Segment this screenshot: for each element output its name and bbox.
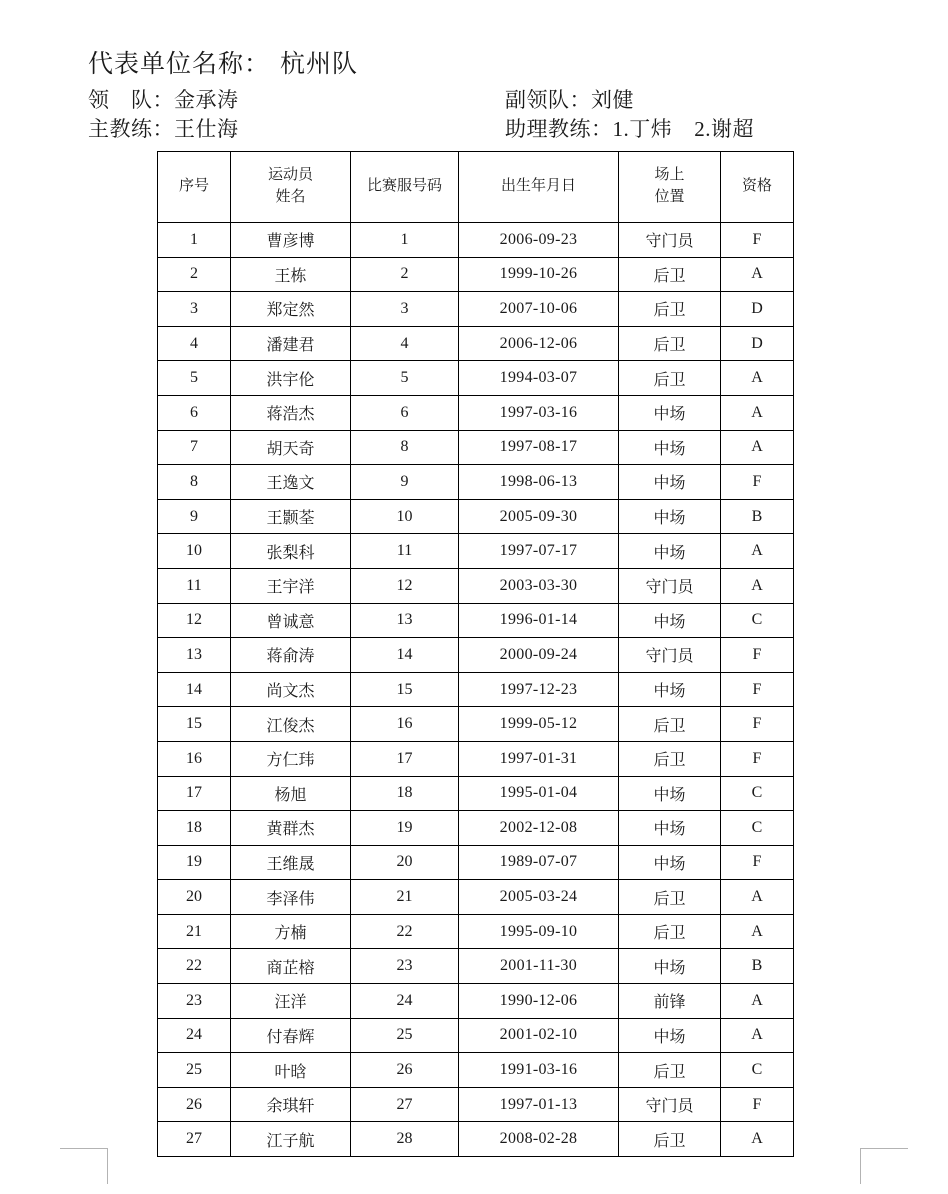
cell-shirt-number: 12 (351, 568, 459, 603)
cell-birthdate: 1997-08-17 (459, 430, 619, 465)
cell-qualification: C (721, 1053, 794, 1088)
cell-birthdate: 1997-12-23 (459, 672, 619, 707)
cell-shirt-number: 4 (351, 326, 459, 361)
table-row (158, 257, 794, 292)
table-row (158, 741, 794, 776)
column-header-shirt-number (351, 152, 459, 223)
cell-qualification: F (721, 465, 794, 500)
table-row (158, 880, 794, 915)
unit-name-line (88, 44, 358, 80)
cell-position: 后卫 (619, 257, 721, 292)
cell-athlete-name: 曹彦博 (231, 223, 351, 258)
cell-athlete-name: 王逸文 (231, 465, 351, 500)
cell-sequence: 19 (158, 845, 231, 880)
team-leader-label: 领 队： (88, 88, 174, 112)
cell-athlete-name: 余琪轩 (231, 1087, 351, 1122)
cell-qualification: A (721, 395, 794, 430)
cell-birthdate: 1994-03-07 (459, 361, 619, 396)
assistant-coach-value-2: 2.谢超 (694, 117, 754, 141)
cell-shirt-number: 26 (351, 1053, 459, 1088)
cell-shirt-number: 15 (351, 672, 459, 707)
cell-shirt-number: 25 (351, 1018, 459, 1053)
column-header-position-line-2: 位置 (654, 189, 685, 205)
table-row (158, 1018, 794, 1053)
cell-birthdate: 1991-03-16 (459, 1053, 619, 1088)
cell-sequence: 13 (158, 638, 231, 673)
cell-sequence: 18 (158, 811, 231, 846)
cell-sequence: 20 (158, 880, 231, 915)
cell-sequence: 1 (158, 223, 231, 258)
cell-position: 后卫 (619, 741, 721, 776)
cell-birthdate: 1997-07-17 (459, 534, 619, 569)
cell-athlete-name: 郑定然 (231, 292, 351, 327)
column-header-position (619, 152, 721, 223)
cell-sequence: 10 (158, 534, 231, 569)
cell-sequence: 24 (158, 1018, 231, 1053)
cell-athlete-name: 尚文杰 (231, 672, 351, 707)
cell-qualification: F (721, 638, 794, 673)
deputy-leader-label: 副领队： (505, 88, 591, 112)
cell-position: 中场 (619, 465, 721, 500)
cell-sequence: 26 (158, 1087, 231, 1122)
table-header (158, 152, 794, 223)
cell-birthdate: 2001-11-30 (459, 949, 619, 984)
cell-qualification: F (721, 672, 794, 707)
column-header-shirt-number-line-1: 比赛服号码 (366, 178, 442, 195)
cell-sequence: 9 (158, 499, 231, 534)
head-coach-value: 王仕海 (174, 117, 239, 141)
cell-shirt-number: 3 (351, 292, 459, 327)
head-coach-label: 主教练： (88, 117, 174, 141)
table-row (158, 430, 794, 465)
cell-sequence: 25 (158, 1053, 231, 1088)
column-header-birthdate (459, 152, 619, 223)
column-header-birthdate-line-1: 出生年月日 (500, 178, 576, 195)
cell-birthdate: 2006-09-23 (459, 223, 619, 258)
cell-qualification: A (721, 568, 794, 603)
cell-position: 后卫 (619, 707, 721, 742)
cell-position: 后卫 (619, 361, 721, 396)
cell-athlete-name: 胡天奇 (231, 430, 351, 465)
cell-shirt-number: 19 (351, 811, 459, 846)
cell-birthdate: 2005-09-30 (459, 499, 619, 534)
cell-athlete-name: 张梨科 (231, 534, 351, 569)
cell-position: 中场 (619, 949, 721, 984)
cell-position: 守门员 (619, 638, 721, 673)
cell-athlete-name: 蒋浩杰 (231, 395, 351, 430)
cell-athlete-name: 李泽伟 (231, 880, 351, 915)
cell-birthdate: 2000-09-24 (459, 638, 619, 673)
athlete-roster-table (157, 151, 794, 1157)
cell-sequence: 5 (158, 361, 231, 396)
cell-position: 中场 (619, 534, 721, 569)
cell-qualification: A (721, 430, 794, 465)
cell-shirt-number: 28 (351, 1122, 459, 1157)
cell-qualification: A (721, 1018, 794, 1053)
column-header-seq-line-1: 序号 (178, 178, 209, 195)
cell-birthdate: 1989-07-07 (459, 845, 619, 880)
table-row (158, 534, 794, 569)
cell-position: 后卫 (619, 292, 721, 327)
cell-qualification: A (721, 257, 794, 292)
cell-athlete-name: 曾诚意 (231, 603, 351, 638)
cell-position: 守门员 (619, 1087, 721, 1122)
cell-athlete-name: 王颢荃 (231, 499, 351, 534)
cell-birthdate: 1997-01-31 (459, 741, 619, 776)
deputy-leader-line (505, 84, 634, 114)
column-header-name (231, 152, 351, 223)
cell-birthdate: 2005-03-24 (459, 880, 619, 915)
assistant-coach-value-1: 1.丁炜 (612, 117, 673, 141)
table-header-row (158, 152, 794, 223)
cell-qualification: B (721, 499, 794, 534)
cell-athlete-name: 江俊杰 (231, 707, 351, 742)
cell-qualification: D (721, 326, 794, 361)
cell-qualification: D (721, 292, 794, 327)
cell-sequence: 27 (158, 1122, 231, 1157)
assistant-coach-label: 助理教练： (505, 117, 613, 141)
table-row (158, 1122, 794, 1157)
cell-sequence: 7 (158, 430, 231, 465)
cell-position: 中场 (619, 672, 721, 707)
table-row (158, 326, 794, 361)
cell-birthdate: 1999-05-12 (459, 707, 619, 742)
column-header-qualification-line-1: 资格 (741, 178, 772, 195)
cell-position: 中场 (619, 845, 721, 880)
cell-athlete-name: 蒋俞涛 (231, 638, 351, 673)
cell-shirt-number: 16 (351, 707, 459, 742)
cell-athlete-name: 方楠 (231, 914, 351, 949)
cell-athlete-name: 汪洋 (231, 984, 351, 1019)
cell-shirt-number: 6 (351, 395, 459, 430)
table-body (158, 223, 794, 1157)
cell-position: 中场 (619, 776, 721, 811)
cell-shirt-number: 13 (351, 603, 459, 638)
cell-sequence: 12 (158, 603, 231, 638)
column-header-seq (158, 152, 231, 223)
crop-mark-bottom-right (860, 1148, 908, 1184)
cell-birthdate: 2003-03-30 (459, 568, 619, 603)
cell-sequence: 6 (158, 395, 231, 430)
table-row (158, 292, 794, 327)
cell-shirt-number: 8 (351, 430, 459, 465)
table-row (158, 776, 794, 811)
cell-qualification: F (721, 707, 794, 742)
cell-sequence: 2 (158, 257, 231, 292)
table-row (158, 707, 794, 742)
cell-sequence: 22 (158, 949, 231, 984)
cell-athlete-name: 商芷榕 (231, 949, 351, 984)
cell-qualification: B (721, 949, 794, 984)
cell-position: 后卫 (619, 880, 721, 915)
table-row (158, 465, 794, 500)
table-row (158, 672, 794, 707)
table-row (158, 361, 794, 396)
cell-qualification: A (721, 361, 794, 396)
cell-athlete-name: 潘建君 (231, 326, 351, 361)
cell-qualification: A (721, 914, 794, 949)
cell-shirt-number: 21 (351, 880, 459, 915)
team-leader-line (88, 84, 239, 114)
cell-sequence: 11 (158, 568, 231, 603)
cell-athlete-name: 叶晗 (231, 1053, 351, 1088)
cell-qualification: A (721, 534, 794, 569)
cell-position: 中场 (619, 430, 721, 465)
cell-position: 中场 (619, 603, 721, 638)
cell-shirt-number: 2 (351, 257, 459, 292)
cell-sequence: 14 (158, 672, 231, 707)
cell-qualification: C (721, 811, 794, 846)
table-row (158, 984, 794, 1019)
cell-shirt-number: 11 (351, 534, 459, 569)
cell-sequence: 4 (158, 326, 231, 361)
cell-qualification: C (721, 603, 794, 638)
deputy-leader-value: 刘健 (591, 88, 634, 112)
cell-shirt-number: 20 (351, 845, 459, 880)
team-leader-value: 金承涛 (174, 88, 239, 112)
cell-shirt-number: 9 (351, 465, 459, 500)
cell-birthdate: 2006-12-06 (459, 326, 619, 361)
cell-birthdate: 1995-09-10 (459, 914, 619, 949)
table-row (158, 845, 794, 880)
cell-position: 后卫 (619, 1122, 721, 1157)
cell-sequence: 3 (158, 292, 231, 327)
cell-birthdate: 1996-01-14 (459, 603, 619, 638)
column-header-position-line-1: 场上 (654, 167, 685, 184)
cell-shirt-number: 23 (351, 949, 459, 984)
cell-athlete-name: 黄群杰 (231, 811, 351, 846)
table-row (158, 603, 794, 638)
cell-birthdate: 1997-01-13 (459, 1087, 619, 1122)
cell-birthdate: 1997-03-16 (459, 395, 619, 430)
column-header-name-line-1: 运动员 (267, 167, 313, 184)
cell-qualification: C (721, 776, 794, 811)
cell-athlete-name: 杨旭 (231, 776, 351, 811)
cell-athlete-name: 江子航 (231, 1122, 351, 1157)
table-row (158, 1087, 794, 1122)
cell-shirt-number: 5 (351, 361, 459, 396)
table-row (158, 638, 794, 673)
cell-qualification: F (721, 1087, 794, 1122)
unit-name-value: 杭州队 (280, 51, 359, 78)
cell-position: 中场 (619, 395, 721, 430)
unit-name-label: 代表单位名称： (88, 51, 271, 78)
table-row (158, 499, 794, 534)
table-row (158, 568, 794, 603)
cell-shirt-number: 18 (351, 776, 459, 811)
column-header-qualification (721, 152, 794, 223)
cell-shirt-number: 24 (351, 984, 459, 1019)
table-row (158, 914, 794, 949)
cell-sequence: 17 (158, 776, 231, 811)
cell-birthdate: 1990-12-06 (459, 984, 619, 1019)
cell-qualification: F (721, 223, 794, 258)
table-row (158, 223, 794, 258)
column-header-name-line-2: 姓名 (275, 189, 306, 205)
table-row (158, 395, 794, 430)
cell-sequence: 16 (158, 741, 231, 776)
cell-athlete-name: 付春辉 (231, 1018, 351, 1053)
cell-shirt-number: 17 (351, 741, 459, 776)
cell-birthdate: 1995-01-04 (459, 776, 619, 811)
cell-position: 中场 (619, 499, 721, 534)
table-row (158, 1053, 794, 1088)
cell-sequence: 15 (158, 707, 231, 742)
cell-birthdate: 1999-10-26 (459, 257, 619, 292)
cell-position: 中场 (619, 1018, 721, 1053)
cell-athlete-name: 洪宇伦 (231, 361, 351, 396)
assistant-coach-line (505, 113, 754, 143)
table-row (158, 811, 794, 846)
cell-qualification: A (721, 1122, 794, 1157)
cell-position: 后卫 (619, 1053, 721, 1088)
cell-athlete-name: 王宇洋 (231, 568, 351, 603)
cell-qualification: A (721, 880, 794, 915)
cell-athlete-name: 方仁玮 (231, 741, 351, 776)
cell-shirt-number: 14 (351, 638, 459, 673)
cell-athlete-name: 王栋 (231, 257, 351, 292)
cell-shirt-number: 1 (351, 223, 459, 258)
table-row (158, 949, 794, 984)
cell-athlete-name: 王维晟 (231, 845, 351, 880)
cell-qualification: F (721, 741, 794, 776)
cell-shirt-number: 27 (351, 1087, 459, 1122)
cell-shirt-number: 22 (351, 914, 459, 949)
head-coach-line (88, 113, 239, 143)
cell-sequence: 8 (158, 465, 231, 500)
document-header (0, 0, 948, 145)
cell-position: 守门员 (619, 223, 721, 258)
crop-mark-bottom-left (60, 1148, 108, 1184)
cell-birthdate: 2007-10-06 (459, 292, 619, 327)
cell-sequence: 23 (158, 984, 231, 1019)
cell-position: 前锋 (619, 984, 721, 1019)
cell-birthdate: 1998-06-13 (459, 465, 619, 500)
cell-birthdate: 2001-02-10 (459, 1018, 619, 1053)
cell-sequence: 21 (158, 914, 231, 949)
cell-shirt-number: 10 (351, 499, 459, 534)
cell-position: 中场 (619, 811, 721, 846)
cell-position: 守门员 (619, 568, 721, 603)
cell-qualification: A (721, 984, 794, 1019)
cell-birthdate: 2008-02-28 (459, 1122, 619, 1157)
cell-position: 后卫 (619, 326, 721, 361)
cell-birthdate: 2002-12-08 (459, 811, 619, 846)
cell-position: 后卫 (619, 914, 721, 949)
cell-qualification: F (721, 845, 794, 880)
